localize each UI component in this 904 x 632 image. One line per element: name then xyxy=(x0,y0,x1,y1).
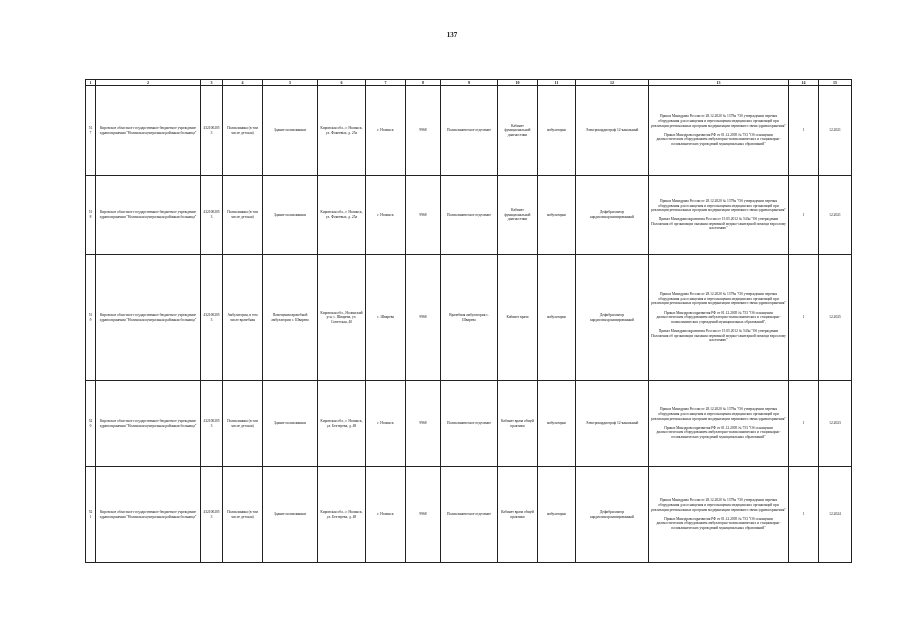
room: Кабинет врача xyxy=(498,255,538,381)
building: Здание поликлиники xyxy=(263,176,318,255)
regulation: Приказ Минздрава России от 28.12.2020 № 1379н "Об утверждении перечня оборудования для оснащения и переоснащения медицинских организаций при реализации региональных программ модернизации первичного звена здравоохранения" Приказ Минздравсоцразвития РФ от 01.12.2005 № 753 "Об оснащении диагностическим оборудованием амбулаторно-поликлинических и стационарно-поликлинических учреждений муниципальных образований" xyxy=(649,467,789,563)
code: 9968 xyxy=(406,86,441,176)
equipment-table xyxy=(85,79,852,563)
department: Поликлиническое отделение xyxy=(441,176,498,255)
date: 12.2023 xyxy=(819,381,852,467)
building: Здание поликлиники xyxy=(263,381,318,467)
table-row xyxy=(86,86,852,176)
table-row xyxy=(86,255,852,381)
column-number: 6 xyxy=(318,80,366,86)
column-number: 13 xyxy=(649,80,789,86)
address: Кировская обл., г. Нолинск, ул. Фокеевых, д. 25а xyxy=(318,176,366,255)
regulation: Приказ Минздрава России от 28.12.2020 № 1379н "Об утверждении перечня оборудования для оснащения и переоснащения медицинских организаций при реализации региональных программ модернизации первичного звена здравоохранения" Приказ Минздравсоцразвития РФ от 01.12.2005 № 753 "Об оснащении диагностическим оборудованием амбулаторно-поликлинических и стационарно-поликлинических учреждений муниципальных образований" xyxy=(649,381,789,467)
table-row xyxy=(86,467,852,563)
department: Поликлиническое отделение xyxy=(441,467,498,563)
address: Кировская обл., г. Нолинск, ул. Бехтерева, д. 48 xyxy=(318,381,366,467)
equipment: Дефибриллятор кардиосинхронизированный xyxy=(576,176,649,255)
row-number: 518 xyxy=(86,176,96,255)
building: Помещения врачебной амбулатории с. Шварева xyxy=(263,255,318,381)
room: Кабинет функциональной диагностики xyxy=(498,86,538,176)
equipment: Дефибриллятор кардиосинхронизированный xyxy=(576,467,649,563)
date: 12.2021 xyxy=(819,86,852,176)
care-type: амбулаторно xyxy=(538,467,576,563)
row-number: 521 xyxy=(86,467,96,563)
care-type: амбулаторно xyxy=(538,255,576,381)
regulation: Приказ Минздрава России от 28.12.2020 № 1379н "Об утверждении перечня оборудования для оснащения и переоснащения медицинских организаций при реализации региональных программ модернизации первичного звена здравоохранения" Приказ Минздравсоцразвития РФ от 01.12.2005 № 753 "Об оснащении диагностическим оборудованием амбулаторно-поликлинических и стационарно-поликлинических учреждений муниципальных образований", Приказ Минздравсоцразвития России от 15.05.2012 № 543н "Об утверждении Положения об организации оказания первичной медико-санитарной помощи взрослому населению" xyxy=(649,255,789,381)
division: Поликлиника (в том числе детская) xyxy=(223,467,263,563)
organization-name: Кировское областное государственное бюджетное учреждение здравоохранения "Нолинская центральная районная больница" xyxy=(96,86,201,176)
quantity: 1 xyxy=(789,176,819,255)
column-number: 3 xyxy=(201,80,223,86)
table-row xyxy=(86,381,852,467)
column-number: 1 xyxy=(86,80,96,86)
inn: 4321002053 xyxy=(201,176,223,255)
row-number: 520 xyxy=(86,381,96,467)
column-number: 9 xyxy=(441,80,498,86)
page-number: 137 xyxy=(446,31,458,39)
address: Кировская обл., г. Нолинск, ул. Фокеевых, д. 25а xyxy=(318,86,366,176)
department: Поликлиническое отделение xyxy=(441,86,498,176)
equipment: Дефибриллятор кардиосинхронизированный xyxy=(576,255,649,381)
locality: с. Шварева xyxy=(366,255,406,381)
column-number: 12 xyxy=(576,80,649,86)
table-row xyxy=(86,176,852,255)
inn: 4321002053 xyxy=(201,255,223,381)
quantity: 1 xyxy=(789,381,819,467)
locality: г. Нолинск xyxy=(366,176,406,255)
department: Врачебная амбулатория с. Шварева xyxy=(441,255,498,381)
room: Кабинет функциональной диагностики xyxy=(498,176,538,255)
division: Амбулатория, в том числе врачебная xyxy=(223,255,263,381)
care-type: амбулаторно xyxy=(538,381,576,467)
column-number: 2 xyxy=(96,80,201,86)
inn: 4321002053 xyxy=(201,381,223,467)
date: 12.2021 xyxy=(819,176,852,255)
locality: г. Нолинск xyxy=(366,467,406,563)
organization-name: Кировское областное государственное бюджетное учреждение здравоохранения "Нолинская центральная районная больница" xyxy=(96,467,201,563)
quantity: 1 xyxy=(789,467,819,563)
department: Поликлиническое отделение xyxy=(441,381,498,467)
column-number: 15 xyxy=(819,80,852,86)
room: Кабинет врача общей практики xyxy=(498,467,538,563)
care-type: амбулаторно xyxy=(538,86,576,176)
organization-name: Кировское областное государственное бюджетное учреждение здравоохранения "Нолинская центральная районная больница" xyxy=(96,176,201,255)
locality: г. Нолинск xyxy=(366,381,406,467)
division: Поликлиника (в том числе детская) xyxy=(223,86,263,176)
date: 12.2024 xyxy=(819,467,852,563)
equipment: Электрокардиограф 12-канальный xyxy=(576,86,649,176)
code: 9968 xyxy=(406,467,441,563)
equipment: Электрокардиограф 12-канальный xyxy=(576,381,649,467)
address: Кировская обл., г. Нолинск, ул. Бехтерева, д. 48 xyxy=(318,467,366,563)
locality: г. Нолинск xyxy=(366,86,406,176)
date: 12.2025 xyxy=(819,255,852,381)
care-type: амбулаторно xyxy=(538,176,576,255)
regulation: Приказ Минздрава России от 28.12.2020 № 1379н "Об утверждении перечня оборудования для оснащения и переоснащения медицинских организаций при реализации региональных программ модернизации первичного звена здравоохранения" Приказ Минздравсоцразвития РФ от 01.12.2005 № 753 "Об оснащении диагностическим оборудованием амбулаторно-поликлинических и стационарно-поликлинических учреждений муниципальных образований" xyxy=(649,86,789,176)
code: 9968 xyxy=(406,255,441,381)
column-number: 8 xyxy=(406,80,441,86)
code: 9968 xyxy=(406,176,441,255)
room: Кабинет врача общей практики xyxy=(498,381,538,467)
division: Поликлиника (в том числе детская) xyxy=(223,381,263,467)
column-number: 4 xyxy=(223,80,263,86)
quantity: 1 xyxy=(789,86,819,176)
row-number: 517 xyxy=(86,86,96,176)
row-number: 519 xyxy=(86,255,96,381)
column-number: 11 xyxy=(538,80,576,86)
quantity: 1 xyxy=(789,255,819,381)
inn: 4321002053 xyxy=(201,467,223,563)
inn: 4321002053 xyxy=(201,86,223,176)
organization-name: Кировское областное государственное бюджетное учреждение здравоохранения "Нолинская центральная районная больница" xyxy=(96,381,201,467)
division: Поликлиника (в том числе детская) xyxy=(223,176,263,255)
code: 9968 xyxy=(406,381,441,467)
column-number: 10 xyxy=(498,80,538,86)
address: Кировская обл., Нолинский р-н, с. Шварева, ул. Советская, 40 xyxy=(318,255,366,381)
regulation: Приказ Минздрава России от 28.12.2020 № 1379н "Об утверждении перечня оборудования для оснащения и переоснащения медицинских организаций при реализации региональных программ модернизации первичного звена здравоохранения" Приказ Минздравсоцразвития России от 15.05.2012 № 543н "Об утверждении Положения об организации оказания первичной медико-санитарной помощи взрослому населению" xyxy=(649,176,789,255)
column-number: 5 xyxy=(263,80,318,86)
column-number: 14 xyxy=(789,80,819,86)
column-number: 7 xyxy=(366,80,406,86)
building: Здание поликлиники xyxy=(263,467,318,563)
building: Здание поликлиники xyxy=(263,86,318,176)
organization-name: Кировское областное государственное бюджетное учреждение здравоохранения "Нолинская центральная районная больница" xyxy=(96,255,201,381)
